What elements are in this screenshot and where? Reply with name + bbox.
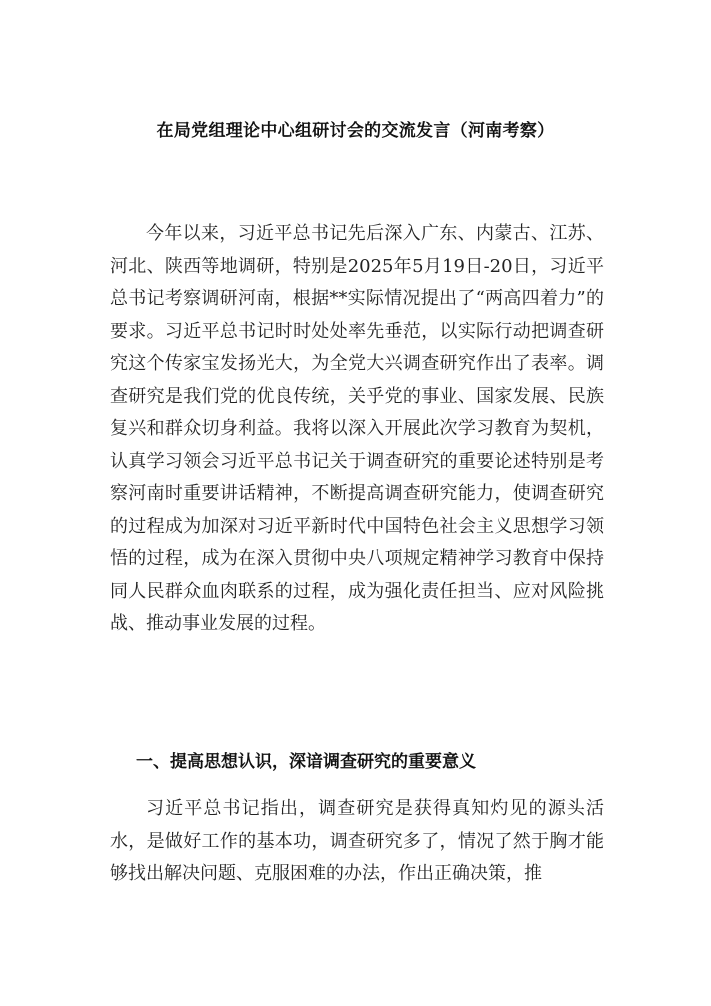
intro-paragraph: 今年以来，习近平总书记先后深入广东、内蒙古、江苏、河北、陕西等地调研，特别是2025年5月19日-20日，习近平总书记考察调研河南，根据**实际情况提出了“两高四着力”的要求。习近平总书记时时处处率先垂范，以实际行动把调查研究这个传家宝发扬光大，为全党大兴调查研究作出了表率。调查研究是我们党的优良传统，关乎党的事业、国家发展、民族复兴和群众切身利益。我将以深入开展此次学习教育为契机，认真学习领会习近平总书记关于调查研究的重要论述特别是考察河南时重要讲话精神，不断提高调查研究能力，使调查研究的过程成为加深对习近平新时代中国特色社会主义思想学习领悟的过程，成为在深入贯彻中央八项规定精神学习教育中保持同人民群众血肉联系的过程，成为强化责任担当、应对风险挑战、推动事业发展的过程。 — [110, 223, 604, 634]
section-1-paragraph: 习近平总书记指出，调查研究是获得真知灼见的源头活水，是做好工作的基本功，调查研究多了，情况了然于胸才能够找出解决问题、克服困难的办法，作出正确决策，推 — [110, 798, 604, 884]
document-title: 在局党组理论中心组研讨会的交流发言（河南考察） — [156, 121, 555, 141]
section-heading-1: 一、提高思想认识，深谙调查研究的重要意义 — [136, 752, 476, 772]
